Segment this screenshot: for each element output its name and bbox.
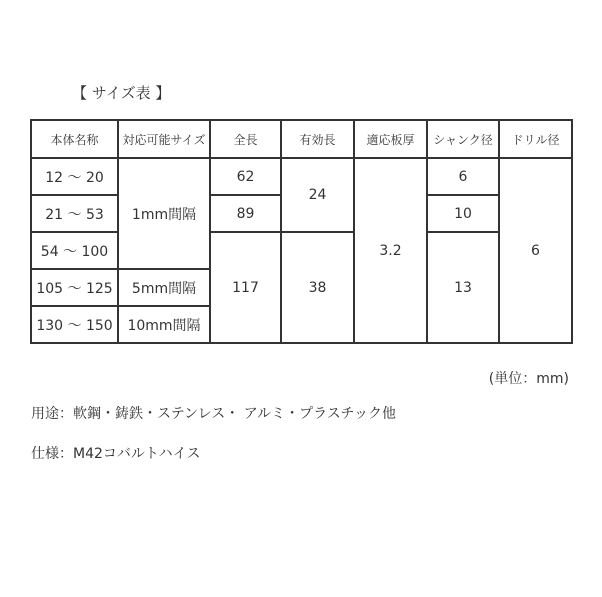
cell-body-name: 130 ～ 150 — [31, 306, 118, 343]
cell-overall-length: 117 — [210, 232, 281, 343]
header-plate-thickness: 適応板厚 — [354, 120, 427, 158]
cell-drill-diameter: 6 — [499, 158, 572, 343]
cell-effective-length: 38 — [281, 232, 354, 343]
cell-overall-length: 62 — [210, 158, 281, 195]
table-row — [31, 232, 572, 269]
cell-shank-diameter: 13 — [427, 232, 499, 343]
cell-capacity-size: 10mm間隔 — [118, 306, 210, 343]
cell-body-name: 54 ～ 100 — [31, 232, 118, 269]
cell-shank-diameter: 10 — [427, 195, 499, 232]
header-overall-length: 全長 — [210, 120, 281, 158]
cell-overall-length: 89 — [210, 195, 281, 232]
header-shank-diameter: シャンク径 — [427, 120, 499, 158]
size-table — [30, 119, 573, 344]
cell-effective-length: 24 — [281, 158, 354, 232]
table-row — [31, 158, 572, 195]
header-drill-diameter: ドリル径 — [499, 120, 572, 158]
spec-text: 仕様：M42コバルトハイス — [31, 446, 201, 462]
cell-body-name: 21 ～ 53 — [31, 195, 118, 232]
header-body-name: 本体名称 — [31, 120, 118, 158]
cell-shank-diameter: 6 — [427, 158, 499, 195]
header-capacity-size: 対応可能サイズ — [118, 120, 210, 158]
cell-capacity-size: 5mm間隔 — [118, 269, 210, 306]
cell-body-name: 12 ～ 20 — [31, 158, 118, 195]
cell-body-name: 105 ～ 125 — [31, 269, 118, 306]
size-table-title: 【 サイズ表 】 — [72, 84, 171, 102]
header-effective-length: 有効長 — [281, 120, 354, 158]
cell-capacity-size: 1mm間隔 — [118, 158, 210, 269]
table-header-row — [31, 120, 572, 158]
usage-text: 用途：軟鋼・鋳鉄・ステンレス・ アルミ・プラスチック他 — [31, 406, 397, 422]
cell-plate-thickness: 3.2 — [354, 158, 427, 343]
unit-note: (単位：mm) — [488, 371, 569, 387]
